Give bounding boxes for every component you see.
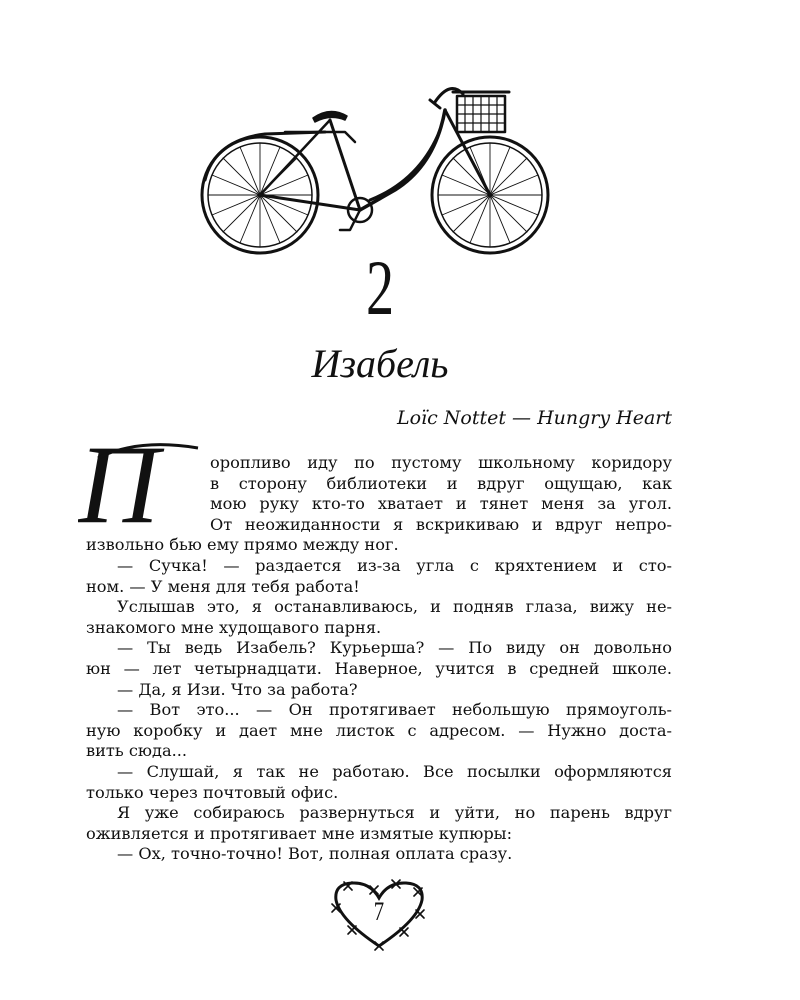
text-line: — Ты ведь Изабель? Курьерша? — По виду он довольно (117, 638, 672, 658)
text-line: только через почтовый офис. (86, 782, 339, 802)
body-text (86, 453, 672, 865)
text-line: мою руку кто-то хватает и тянет меня за угол. (210, 494, 672, 514)
text-line: — Вот это... — Он протягивает небольшую прямоуголь- (117, 700, 672, 720)
text-line: ную коробку и дает мне листок с адресом. — Нужно доста- (86, 720, 672, 740)
text-line: извольно бью ему прямо между ног. (86, 535, 399, 555)
text-line: — Сучка! — раздается из-за угла с кряхтением и сто- (117, 555, 672, 575)
chapter-number: 2 (365, 244, 395, 331)
chapter-title: Изабель (311, 341, 449, 386)
text-line: — Ох, точно-точно! Вот, полная оплата сразу. (117, 844, 513, 864)
text-line: ном. — У меня для тебя работа! (86, 576, 360, 596)
text-line: оживляется и протягивает мне измятые купюры: (86, 823, 513, 843)
text-line: оропливо иду по пустому школьному коридору (210, 453, 672, 472)
text-line: — Слушай, я так не работаю. Все посылки оформляются (117, 761, 672, 781)
bicycle-illustration (195, 70, 565, 260)
text-line: Услышав это, я останавливаюсь, и подняв глаза, вижу не- (117, 597, 672, 617)
text-line: — Да, я Изи. Что за работа? (117, 679, 358, 699)
text-line: в сторону библиотеки и вдруг ощущаю, как (210, 473, 672, 493)
page-number: 7 (373, 897, 385, 926)
text-line: От неожиданности я вскрикиваю и вдруг непро- (210, 514, 672, 534)
text-line: вить сюда... (86, 741, 188, 761)
text-line: Я уже собираюсь развернуться и уйти, но парень вдруг (117, 803, 672, 823)
epigraph: Loïc Nottet — Hungry Heart (396, 407, 672, 429)
svg-text:П: П (78, 430, 159, 540)
text-line: знакомого мне худощавого парня. (86, 617, 382, 637)
text-line: юн — лет четырнадцати. Наверное, учится в средней школе. (86, 658, 672, 678)
